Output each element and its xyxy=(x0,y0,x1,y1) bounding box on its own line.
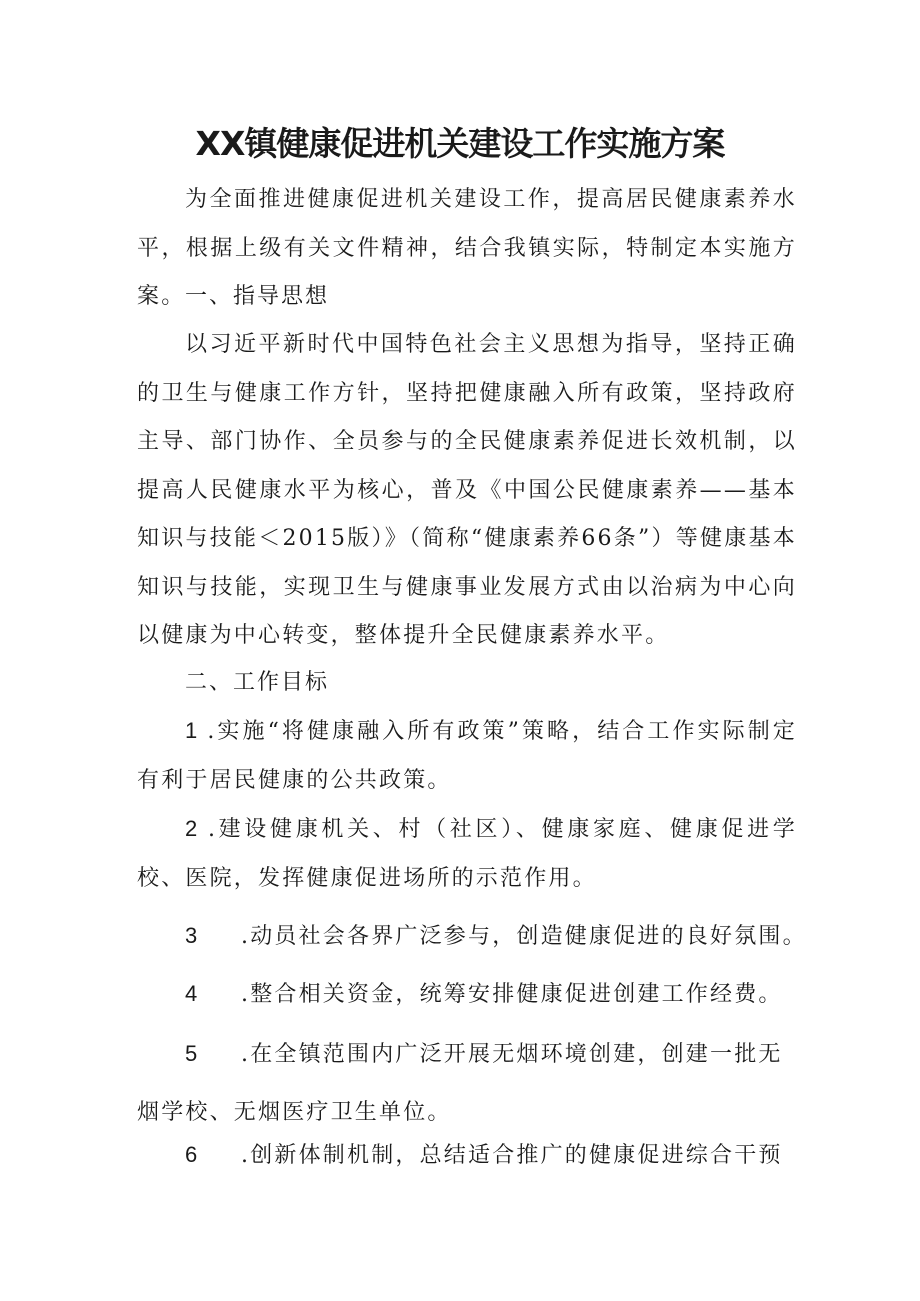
goal-item-number: 2 xyxy=(185,816,198,841)
goal-item-number: 1 xyxy=(185,718,198,743)
section-heading-work-goals: 二、工作目标 xyxy=(185,670,330,695)
goal-item-3 xyxy=(185,912,807,961)
goal-item-text: .在全镇范围内广泛开展无烟环境创建，创建一批无 xyxy=(241,1042,783,1067)
document-title: XX镇健康促进机关建设工作实施方案 xyxy=(195,124,725,163)
guiding-ideology-paragraph: 以习近平新时代中国特色社会主义思想为指导，坚持正确的卫生与健康工作方针，坚持把健康融入所有政策，坚持政府主导、部门协作、全员参与的全民健康素养促进长效机制，以提高人民健康水平为核心，普及《中国公民健康素养——基本知识与技能＜2015版）》（简称“健康素养66条”）等健康基本知识与技能，实现卫生与健康事业发展方式由以治病为中心向以健康为中心转变，整体提升全民健康素养水平。 xyxy=(137,332,797,648)
section-heading-guiding-ideology: 一、指导思想 xyxy=(185,284,330,309)
goal-item-6 xyxy=(185,1131,783,1180)
goal-item-2 xyxy=(137,805,797,903)
goal-item-text: .整合相关资金，统筹安排健康促进创建工作经费。 xyxy=(241,982,783,1007)
goal-item-number: 3 xyxy=(185,923,198,948)
goal-item-4 xyxy=(185,970,783,1019)
goal-item-text: .实施“将健康融入所有政策”策略，结合工作实际制定有利于居民健康的公共政策。 xyxy=(137,719,797,793)
goal-item-number: 5 xyxy=(185,1041,198,1066)
goal-item-5-continuation: 烟学校、无烟医疗卫生单位。 xyxy=(137,1100,452,1125)
goal-item-number: 4 xyxy=(185,981,198,1006)
goal-item-text: .建设健康机关、村（社区）、健康家庭、健康促进学校、医院，发挥健康促进场所的示范作用。 xyxy=(137,817,797,891)
goal-item-number: 6 xyxy=(185,1142,198,1167)
goal-item-1 xyxy=(137,707,797,805)
intro-paragraph: 为全面推进健康促进机关建设工作，提高居民健康素养水平，根据上级有关文件精神，结合我镇实际，特制定本实施方案。 xyxy=(137,187,797,309)
goal-item-5 xyxy=(185,1030,783,1079)
goal-item-text: .动员社会各界广泛参与，创造健康促进的良好氛围。 xyxy=(241,924,807,949)
goal-item-text: .创新体制机制，总结适合推广的健康促进综合干预 xyxy=(241,1143,783,1168)
